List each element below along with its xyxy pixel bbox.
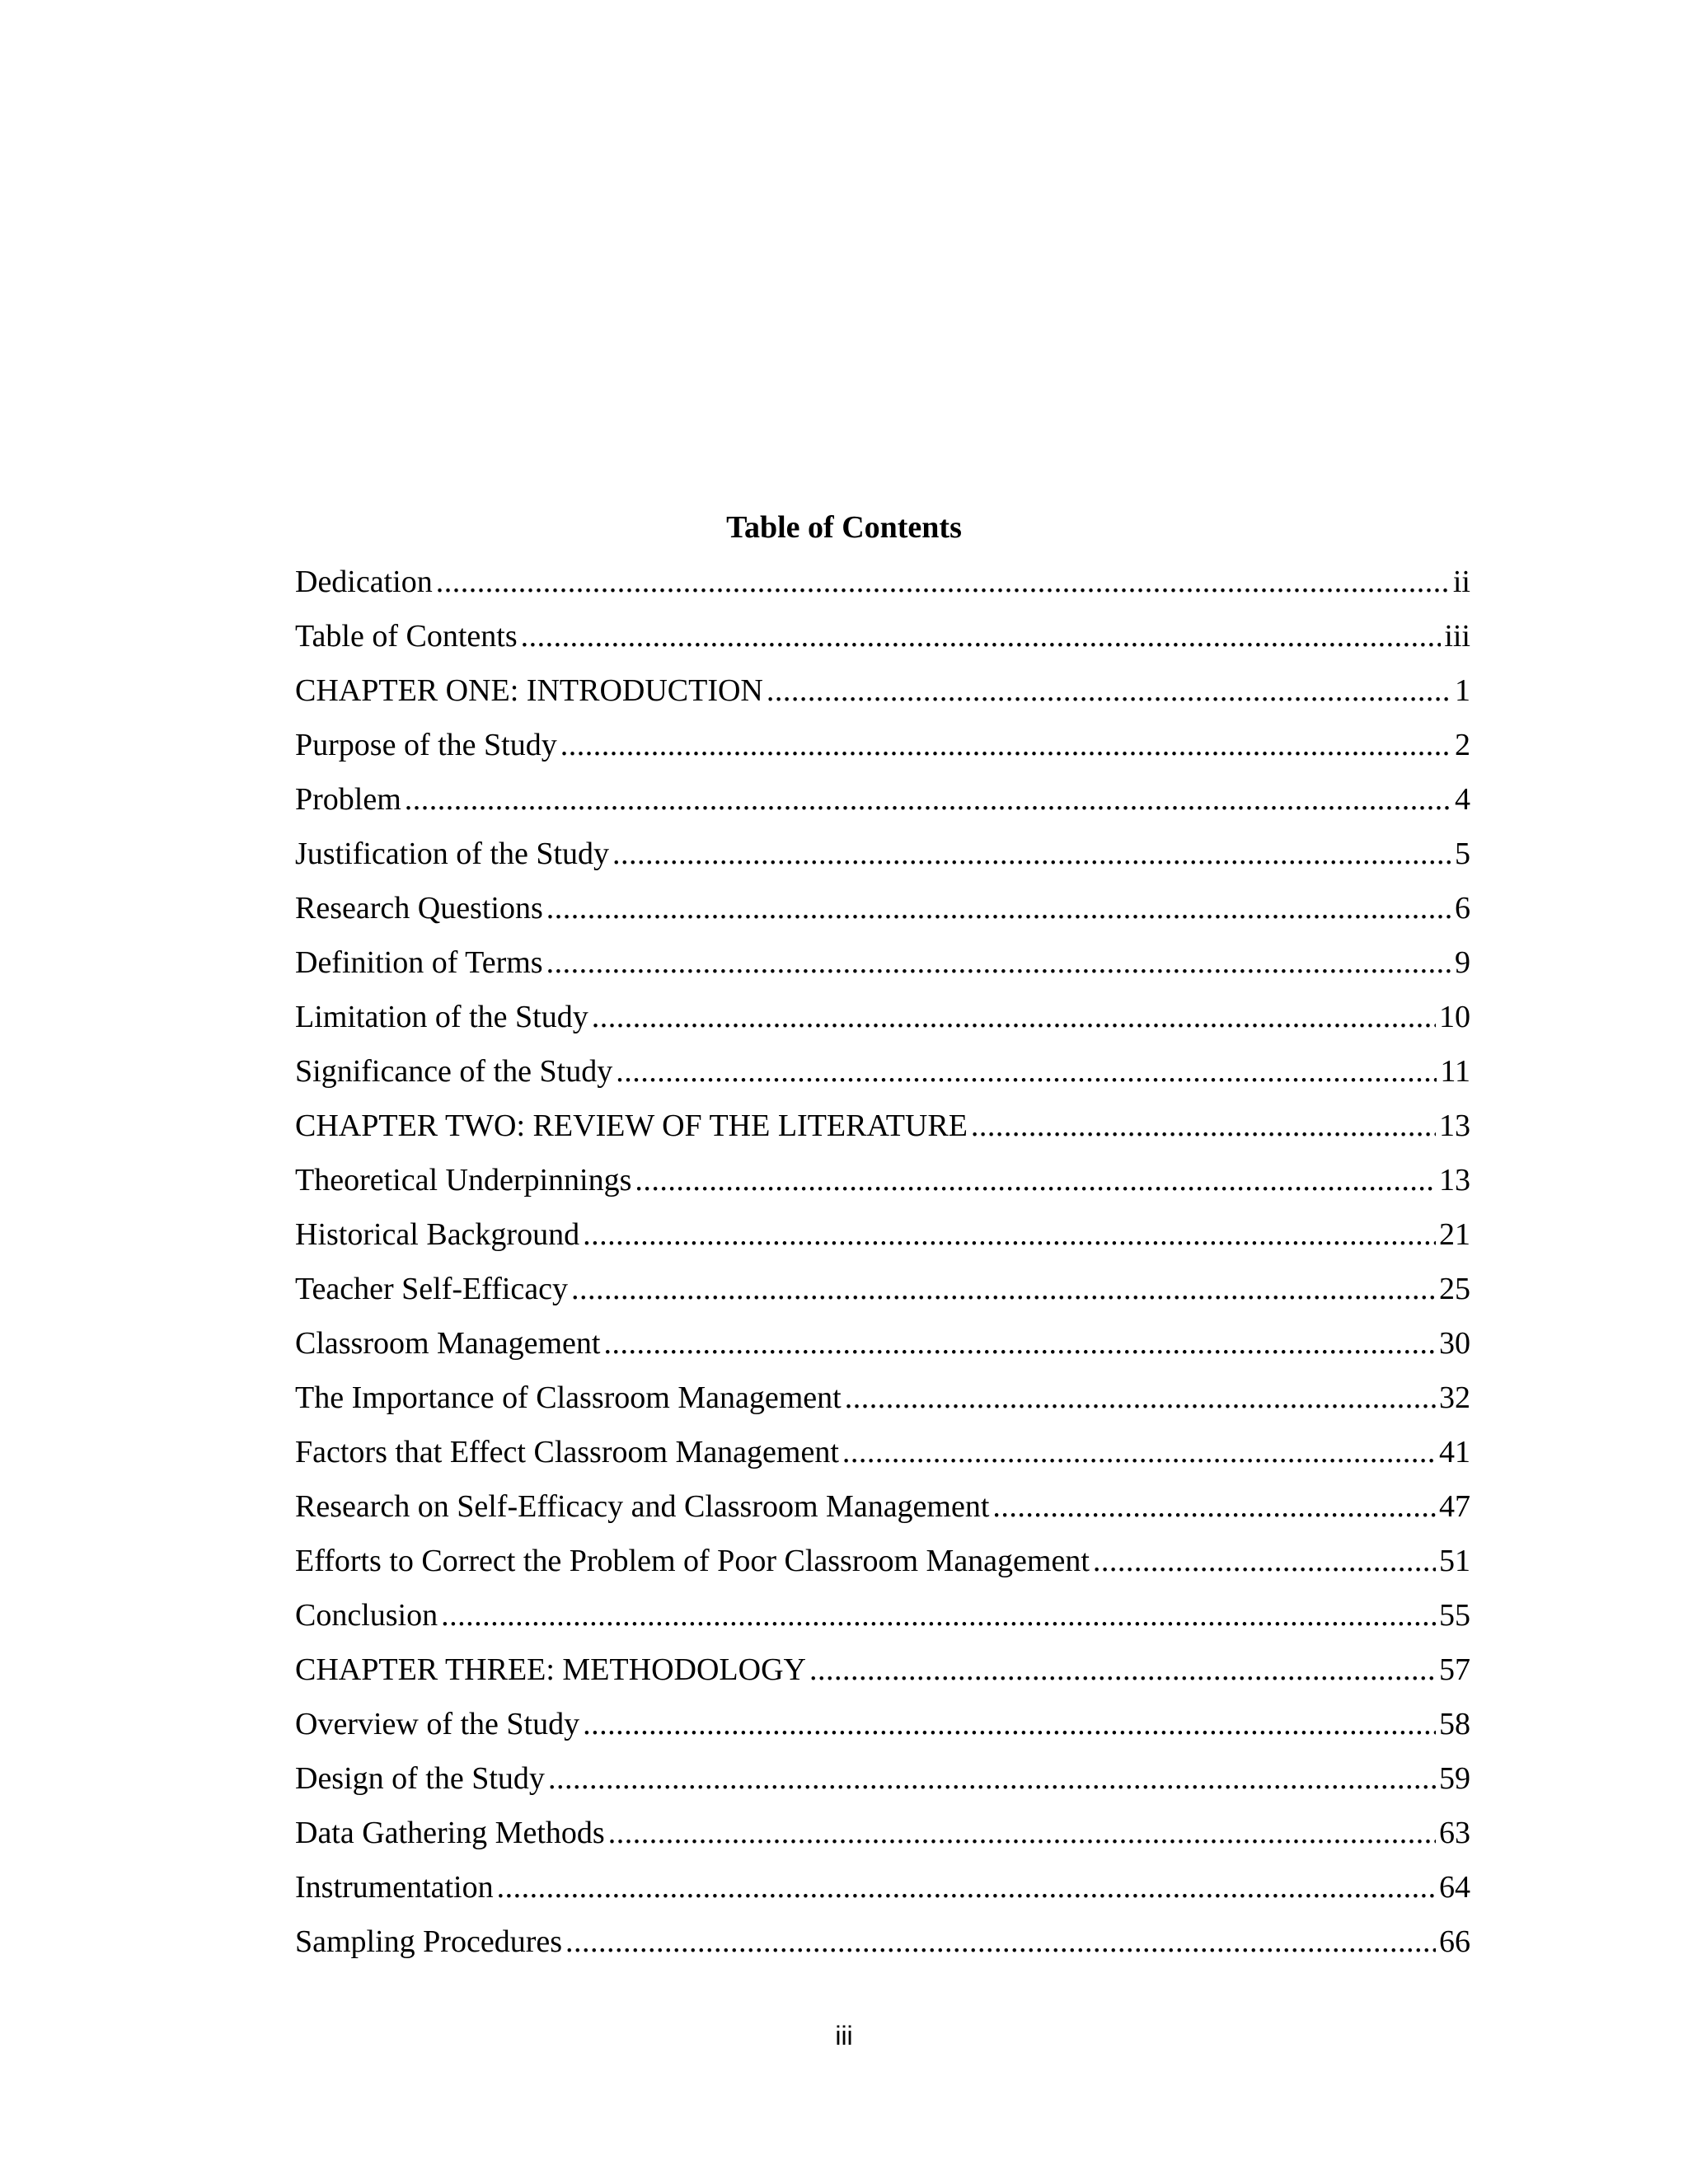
toc-entry-label: Sampling Procedures (295, 1924, 563, 1959)
dot-leader (565, 1919, 1436, 1965)
toc-entry-label: Classroom Management (295, 1326, 601, 1361)
toc-entry-page: 57 (1439, 1652, 1470, 1687)
dot-leader (546, 940, 1451, 986)
dot-leader (441, 1592, 1436, 1638)
toc-entry-label: Research on Self-Efficacy and Classroom Management (295, 1489, 990, 1524)
dot-leader (548, 1755, 1436, 1802)
dot-leader (405, 776, 1451, 823)
page-title: Table of Contents (726, 510, 962, 545)
dot-leader (583, 1212, 1436, 1258)
toc-entry-label: Research Questions (295, 891, 543, 926)
dot-leader (971, 1103, 1436, 1149)
toc-entry-label: Factors that Effect Classroom Management (295, 1435, 839, 1469)
toc-entry (295, 1647, 1470, 1701)
dot-leader (603, 1320, 1436, 1366)
toc-entry-page: 32 (1439, 1380, 1470, 1415)
dot-leader (497, 1864, 1436, 1910)
dot-leader (809, 1647, 1436, 1693)
toc-entry-page: iii (1444, 619, 1470, 654)
toc-entry (295, 1103, 1470, 1157)
toc-entry-label: CHAPTER ONE: INTRODUCTION (295, 673, 763, 708)
toc-entry-page: 30 (1439, 1326, 1470, 1361)
dot-leader (1093, 1538, 1436, 1584)
toc-entry-page: 13 (1439, 1108, 1470, 1143)
toc-entry (295, 1266, 1470, 1320)
toc-entry-page: 55 (1439, 1598, 1470, 1633)
toc-entry-label: CHAPTER TWO: REVIEW OF THE LITERATURE (295, 1108, 968, 1143)
toc-entry-label: Teacher Self-Efficacy (295, 1272, 569, 1306)
toc-entry (295, 1919, 1470, 1973)
toc-entry (295, 559, 1470, 613)
toc-entry (295, 885, 1470, 940)
dot-leader (992, 1483, 1436, 1530)
toc-entry (295, 994, 1470, 1048)
toc-entry-page: 25 (1439, 1272, 1470, 1306)
toc-entry-label: Dedication (295, 565, 433, 599)
toc-entry-label: Historical Background (295, 1217, 580, 1252)
toc-entry (295, 613, 1470, 668)
toc-entry (295, 1320, 1470, 1375)
toc-list (295, 559, 1470, 1973)
toc-entry-label: Instrumentation (295, 1870, 494, 1905)
toc-entry (295, 776, 1470, 831)
toc-entry-label: Problem (295, 782, 401, 817)
toc-entry-page: ii (1452, 565, 1470, 599)
toc-entry-label: Data Gathering Methods (295, 1816, 605, 1850)
dot-leader (767, 668, 1451, 714)
dot-leader (592, 994, 1436, 1040)
toc-entry-page: 4 (1455, 782, 1470, 817)
dot-leader (560, 722, 1451, 768)
toc-entry (295, 1538, 1470, 1592)
toc-entry (295, 1375, 1470, 1429)
toc-entry (295, 1864, 1470, 1919)
page-number: iii (835, 2021, 853, 2050)
toc-entry-page: 13 (1439, 1163, 1470, 1197)
toc-entry (295, 1212, 1470, 1266)
toc-entry-label: Purpose of the Study (295, 728, 557, 762)
toc-entry-page: 5 (1455, 837, 1470, 871)
toc-entry-page: 51 (1439, 1544, 1470, 1578)
toc-entry-page: 63 (1439, 1816, 1470, 1850)
toc-entry (295, 831, 1470, 885)
dot-leader (635, 1157, 1436, 1203)
dot-leader (571, 1266, 1436, 1312)
toc-entry (295, 722, 1470, 776)
toc-entry-label: Limitation of the Study (295, 1000, 588, 1034)
toc-entry-label: Overview of the Study (295, 1707, 580, 1741)
toc-entry-page: 58 (1439, 1707, 1470, 1741)
dot-leader (845, 1375, 1436, 1421)
toc-entry-page: 9 (1455, 945, 1470, 980)
dot-leader (436, 559, 1450, 605)
toc-entry-label: Table of Contents (295, 619, 518, 654)
toc-entry-page: 10 (1439, 1000, 1470, 1034)
toc-entry-page: 59 (1439, 1761, 1470, 1796)
toc-entry (295, 1810, 1470, 1864)
dot-leader (583, 1701, 1436, 1747)
toc-entry-label: Definition of Terms (295, 945, 543, 980)
toc-entry (295, 1429, 1470, 1483)
toc-entry (295, 1048, 1470, 1103)
dot-leader (546, 885, 1451, 931)
toc-entry-page: 41 (1439, 1435, 1470, 1469)
dot-leader (521, 613, 1442, 659)
toc-entry-label: Justification of the Study (295, 837, 610, 871)
toc-entry (295, 940, 1470, 994)
toc-entry-page: 2 (1455, 728, 1470, 762)
toc-entry-label: CHAPTER THREE: METHODOLOGY (295, 1652, 806, 1687)
toc-entry-label: The Importance of Classroom Management (295, 1380, 842, 1415)
toc-entry (295, 668, 1470, 722)
toc-entry-label: Conclusion (295, 1598, 438, 1633)
toc-entry (295, 1157, 1470, 1212)
toc-entry (295, 1592, 1470, 1647)
toc-entry-label: Significance of the Study (295, 1054, 613, 1089)
toc-entry-page: 47 (1439, 1489, 1470, 1524)
toc-entry-page: 1 (1455, 673, 1470, 708)
dot-leader (608, 1810, 1436, 1856)
toc-entry-label: Design of the Study (295, 1761, 545, 1796)
toc-entry (295, 1701, 1470, 1755)
toc-entry-page: 66 (1439, 1924, 1470, 1959)
toc-entry-label: Efforts to Correct the Problem of Poor Classroom Management (295, 1544, 1090, 1578)
toc-entry (295, 1755, 1470, 1810)
toc-entry (295, 1483, 1470, 1538)
dot-leader (616, 1048, 1437, 1094)
toc-entry-page: 64 (1439, 1870, 1470, 1905)
toc-entry-label: Theoretical Underpinnings (295, 1163, 632, 1197)
dot-leader (612, 831, 1451, 877)
dot-leader (842, 1429, 1436, 1475)
toc-entry-page: 21 (1439, 1217, 1470, 1252)
toc-entry-page: 11 (1440, 1054, 1470, 1089)
toc-entry-page: 6 (1455, 891, 1470, 926)
